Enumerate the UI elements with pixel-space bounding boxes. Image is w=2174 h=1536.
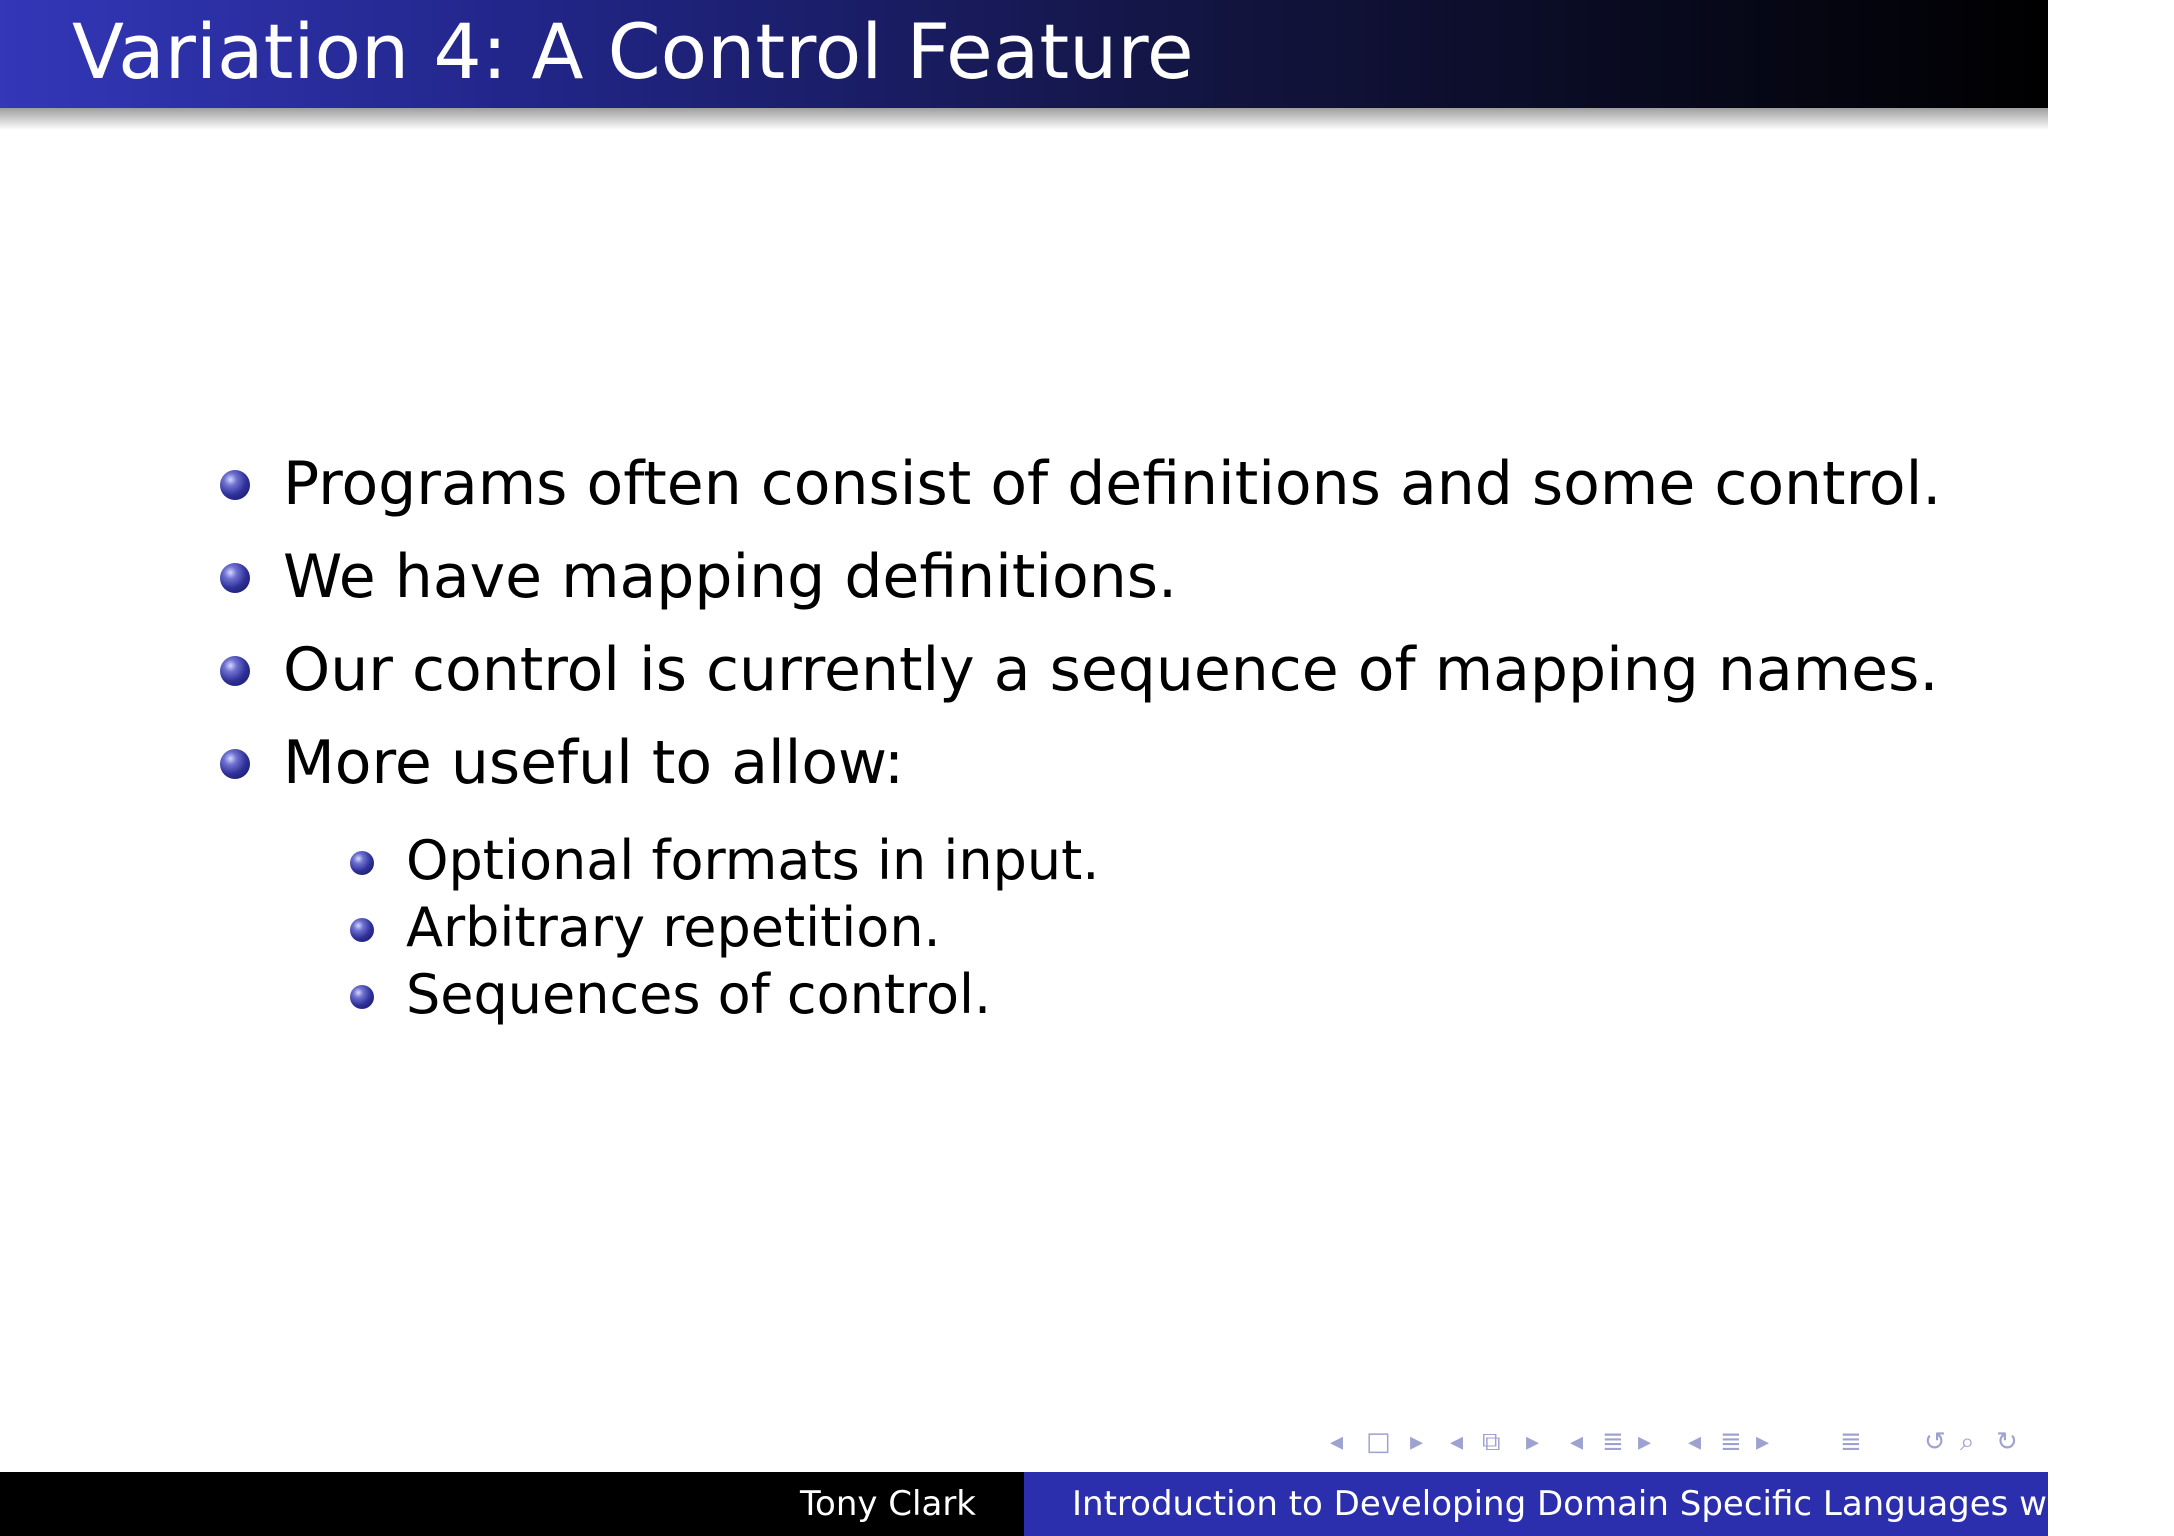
sub-bullet-ball-icon: [350, 985, 374, 1009]
frames-stack-icon[interactable]: ⧉: [1482, 1427, 1501, 1457]
prev-frame-arrow-icon[interactable]: ◂: [1450, 1427, 1464, 1457]
footer-author: Tony Clark: [800, 1484, 976, 1524]
sub-bullet-text: Arbitrary repetition.: [406, 896, 941, 959]
footer-author-panel: [0, 1472, 1024, 1536]
footer-talk-title: Introduction to Developing Domain Specific Languages with XMF: [1072, 1484, 2174, 1524]
sub-bullet-ball-icon: [350, 918, 374, 942]
bullet-ball-icon: [220, 656, 250, 686]
slide-frame-icon[interactable]: □: [1366, 1427, 1391, 1457]
bullet-ball-icon: [220, 563, 250, 593]
navigation-bar: [1330, 1424, 2040, 1460]
undo-icon[interactable]: ↺: [1924, 1427, 1946, 1457]
bullet-text: More useful to allow:: [283, 728, 905, 798]
sub-bullet-text: Optional formats in input.: [406, 829, 1100, 892]
prev-subsection-arrow-icon[interactable]: ◂: [1570, 1427, 1584, 1457]
footer: [0, 1472, 2174, 1536]
sub-bullet-ball-icon: [350, 851, 374, 875]
next-slide-arrow-icon[interactable]: ▸: [1410, 1427, 1424, 1457]
section-icon[interactable]: ≣: [1720, 1427, 1742, 1457]
sub-bullet-text: Sequences of control.: [406, 963, 992, 1026]
prev-section-arrow-icon[interactable]: ◂: [1688, 1427, 1702, 1457]
bullet-ball-icon: [220, 470, 250, 500]
bullet-text: We have mapping definitions.: [283, 542, 1178, 612]
bullet-text: Our control is currently a sequence of mapping names.: [283, 635, 1939, 705]
bullet-text: Programs often consist of definitions and some control.: [283, 449, 1942, 519]
next-section-arrow-icon[interactable]: ▸: [1756, 1427, 1770, 1457]
search-icon[interactable]: ⌕: [1960, 1427, 1975, 1457]
subsection-icon[interactable]: ≣: [1602, 1427, 1624, 1457]
bullet-ball-icon: [220, 749, 250, 779]
footer-title-panel: [1024, 1472, 2174, 1536]
redo-icon[interactable]: ↻: [1996, 1427, 2018, 1457]
next-subsection-arrow-icon[interactable]: ▸: [1638, 1427, 1652, 1457]
slide-title: Variation 4: A Control Feature: [72, 7, 1194, 96]
prev-slide-arrow-icon[interactable]: ◂: [1330, 1427, 1344, 1457]
next-frame-arrow-icon[interactable]: ▸: [1526, 1427, 1540, 1457]
document-icon[interactable]: ≣: [1840, 1427, 1862, 1457]
